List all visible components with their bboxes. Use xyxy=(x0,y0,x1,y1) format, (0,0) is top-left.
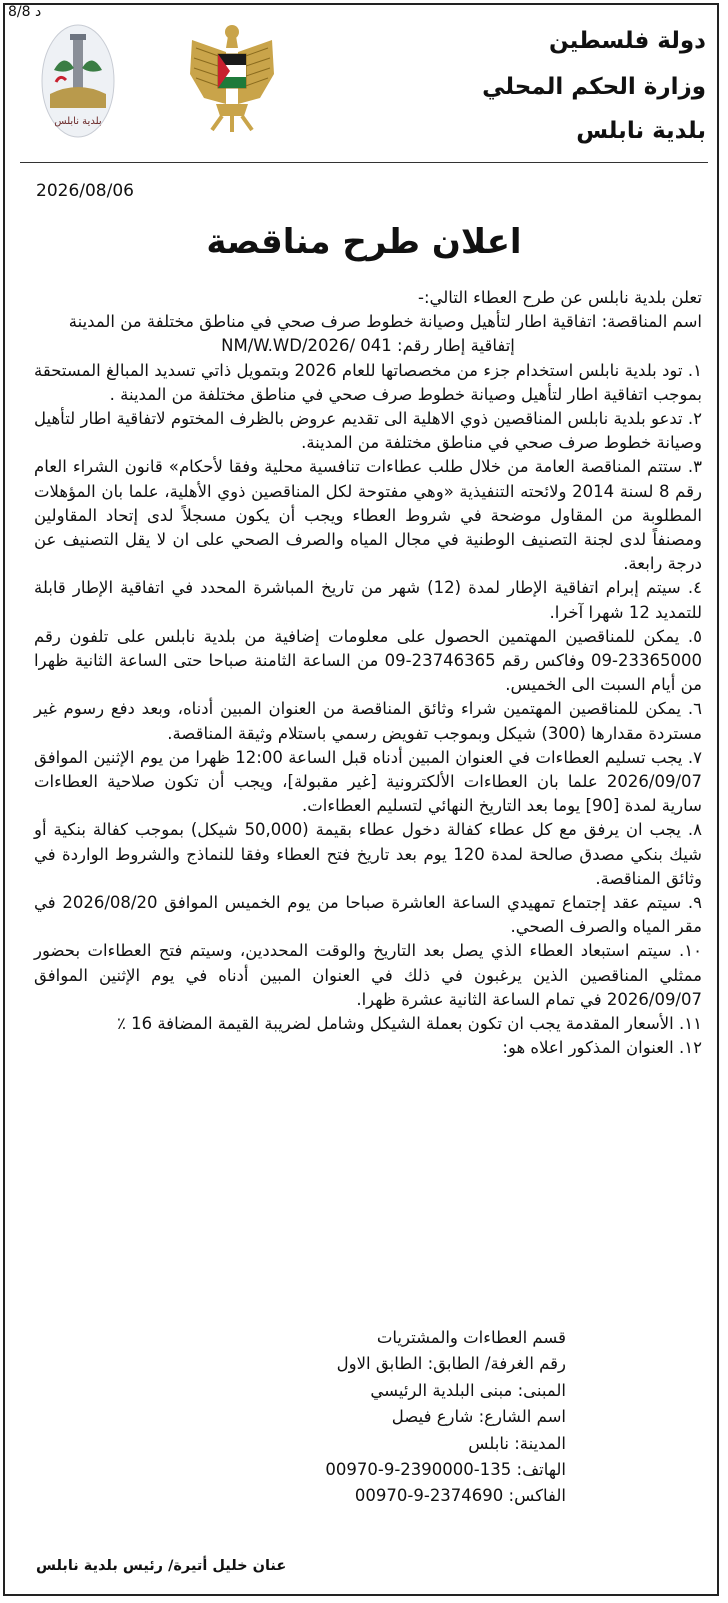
address-phone: الهاتف: 135-2390000-9-00970 xyxy=(325,1460,566,1480)
header-state: دولة فلسطين xyxy=(548,28,706,54)
list-item: ٣. ستتم المناقصة العامة من خلال طلب عطاءات تنافسية محلية وفقا لأحكام» قانون الشراء العام رقم 8 لسنة 2014 ولائحته التنفيذية «وهي مفتوحة لكل المناقصين ذوي الأهلية، علما بان المؤهلات المطلوبة من المقاول موضحة في شروط العطاء ويجب أن يكون مسجلاً لدى إتحاد المقاولين ومصنفاً لدى لجنة التصنيف الوطنية في مجال المياه والصرف الصحي على ان لا يقل التصنيف عن درجة رابعة. xyxy=(34,457,702,574)
page-title: اعلان طرح مناقصة xyxy=(206,222,522,262)
list-item: ٥. يمكن للمناقصين المهتمين الحصول على معلومات إضافية من بلدية نابلس على تلفون رقم 23365000-09 وفاكس رقم 23746365-09 من الساعة الثامنة صباحا حتى الساعة الثانية ظهرا من أيام السبت الى الخميس. xyxy=(34,626,702,695)
address-city: المدينة: نابلس xyxy=(468,1433,566,1453)
address-fax: الفاكس: 2374690-9-00970 xyxy=(354,1486,566,1506)
list-item: ٦. يمكن للمناقصين المهتمين شراء وثائق المناقصة من العنوان المبين أدناه، وبعد دفع رسوم غير مستردة مقدارها (300) شيكل وبموجب تفويض رسمي باستلام وثيقة المناقصة. xyxy=(34,699,702,743)
list-item: ١٢. العنوان المذكور اعلاه هو: xyxy=(502,1038,702,1058)
tender-name: اسم المناقصة: اتفاقية اطار لتأهيل وصيانة خطوط صرف صحي في مناطق مختلفة من المدينة xyxy=(68,312,702,332)
address-block xyxy=(325,1325,566,1510)
signature: عنان خليل أتيرة/ رئيس بلدية نابلس xyxy=(36,1558,287,1574)
address-department: قسم العطاءات والمشتريات xyxy=(376,1328,566,1347)
address-street: اسم الشارع: شارع فيصل xyxy=(391,1407,566,1427)
agreement-reference: إتفاقية إطار رقم: NM/W.WD/2026/ 041 xyxy=(221,336,515,356)
address-room: رقم الغرفة/ الطابق: الطابق الاول xyxy=(336,1354,566,1374)
palestine-eagle-emblem-icon xyxy=(182,18,282,136)
list-item: ٧. يجب تسليم العطاءات في العنوان المبين أدناه قبل الساعة 12:00 ظهرا من يوم الإثنين الموافق 2026/09/07 علما بان العطاءات الألكترونية [غير مقبولة]، ويجب أن تكون صلاحية العطاءات سارية لمدة [90] يوما بعد التاريخ النهائي لتسليم العطاءات. xyxy=(34,747,702,816)
nablus-municipality-logo-icon xyxy=(40,22,116,140)
list-item: ٩. سيتم عقد إجتماع تمهيدي الساعة العاشرة صباحا من يوم الخميس الموافق 2026/08/20 في مقر المياه والصرف الصحي. xyxy=(34,893,702,937)
header-municipality: بلدية نابلس xyxy=(576,118,706,144)
list-item: ١١. الأسعار المقدمة يجب ان تكون بعملة الشيكل وشامل لضريبة القيمة المضافة 16 ٪ xyxy=(116,1014,702,1034)
list-item: ١. تود بلدية نابلس استخدام جزء من مخصصاتها للعام 2026 وبتمويل ذاتي تسديد المبالغ المستحقة بموجب اتفاقية اطار لتأهيل وصيانة خطوط صرف صحي في مناطق مختلفة من المدينة . xyxy=(34,360,702,404)
logo-text: بلدية نابلس xyxy=(54,116,102,127)
address-building: المبنى: مبنى البلدية الرئيسي xyxy=(370,1380,566,1400)
list-item: ٤. سيتم إبرام اتفاقية الإطار لمدة (12) شهر من تاريخ المباشرة المحدد في اتفاقية الإطار قابلة للتمديد 12 شهرا آخرا. xyxy=(34,578,702,622)
reference-mark: 8/8 د xyxy=(8,4,42,20)
announcement-body xyxy=(34,286,702,1061)
announcement-date: 2026/08/06 xyxy=(36,181,134,201)
list-item: ١٠. سيتم استبعاد العطاء الذي يصل بعد التاريخ والوقت المحددين، وسيتم فتح العطاءات بحضور ممثلي المناقصين الذين يرغبون في ذلك في العنوان المبين أدناه في يوم الإثنين الموافق 2026/09/07 في تمام الساعة الثانية عشرة ظهرا. xyxy=(34,941,702,1009)
header-ministry: وزارة الحكم المحلي xyxy=(482,74,706,100)
list-item: ٨. يجب ان يرفق مع كل عطاء كفالة دخول عطاء بقيمة (50,000 شيكل) بموجب كفالة بنكية أو شيك بنكي مصدق صالحة لمدة 120 يوم بعد تاريخ فتح العطاء وفقا للنماذج والشروط الواردة في وثائق المناقصة. xyxy=(34,820,702,888)
list-item: ٢. تدعو بلدية نابلس المناقصين ذوي الاهلية الى تقديم عروض بالظرف المختوم لاتفاقية اطار لتأهيل وصيانة خطوط صرف صحي في مناطق مختلفة من المدينة. xyxy=(34,409,702,453)
intro-text: تعلن بلدية نابلس عن طرح العطاء التالي:- xyxy=(417,288,702,307)
header-divider xyxy=(20,162,708,163)
